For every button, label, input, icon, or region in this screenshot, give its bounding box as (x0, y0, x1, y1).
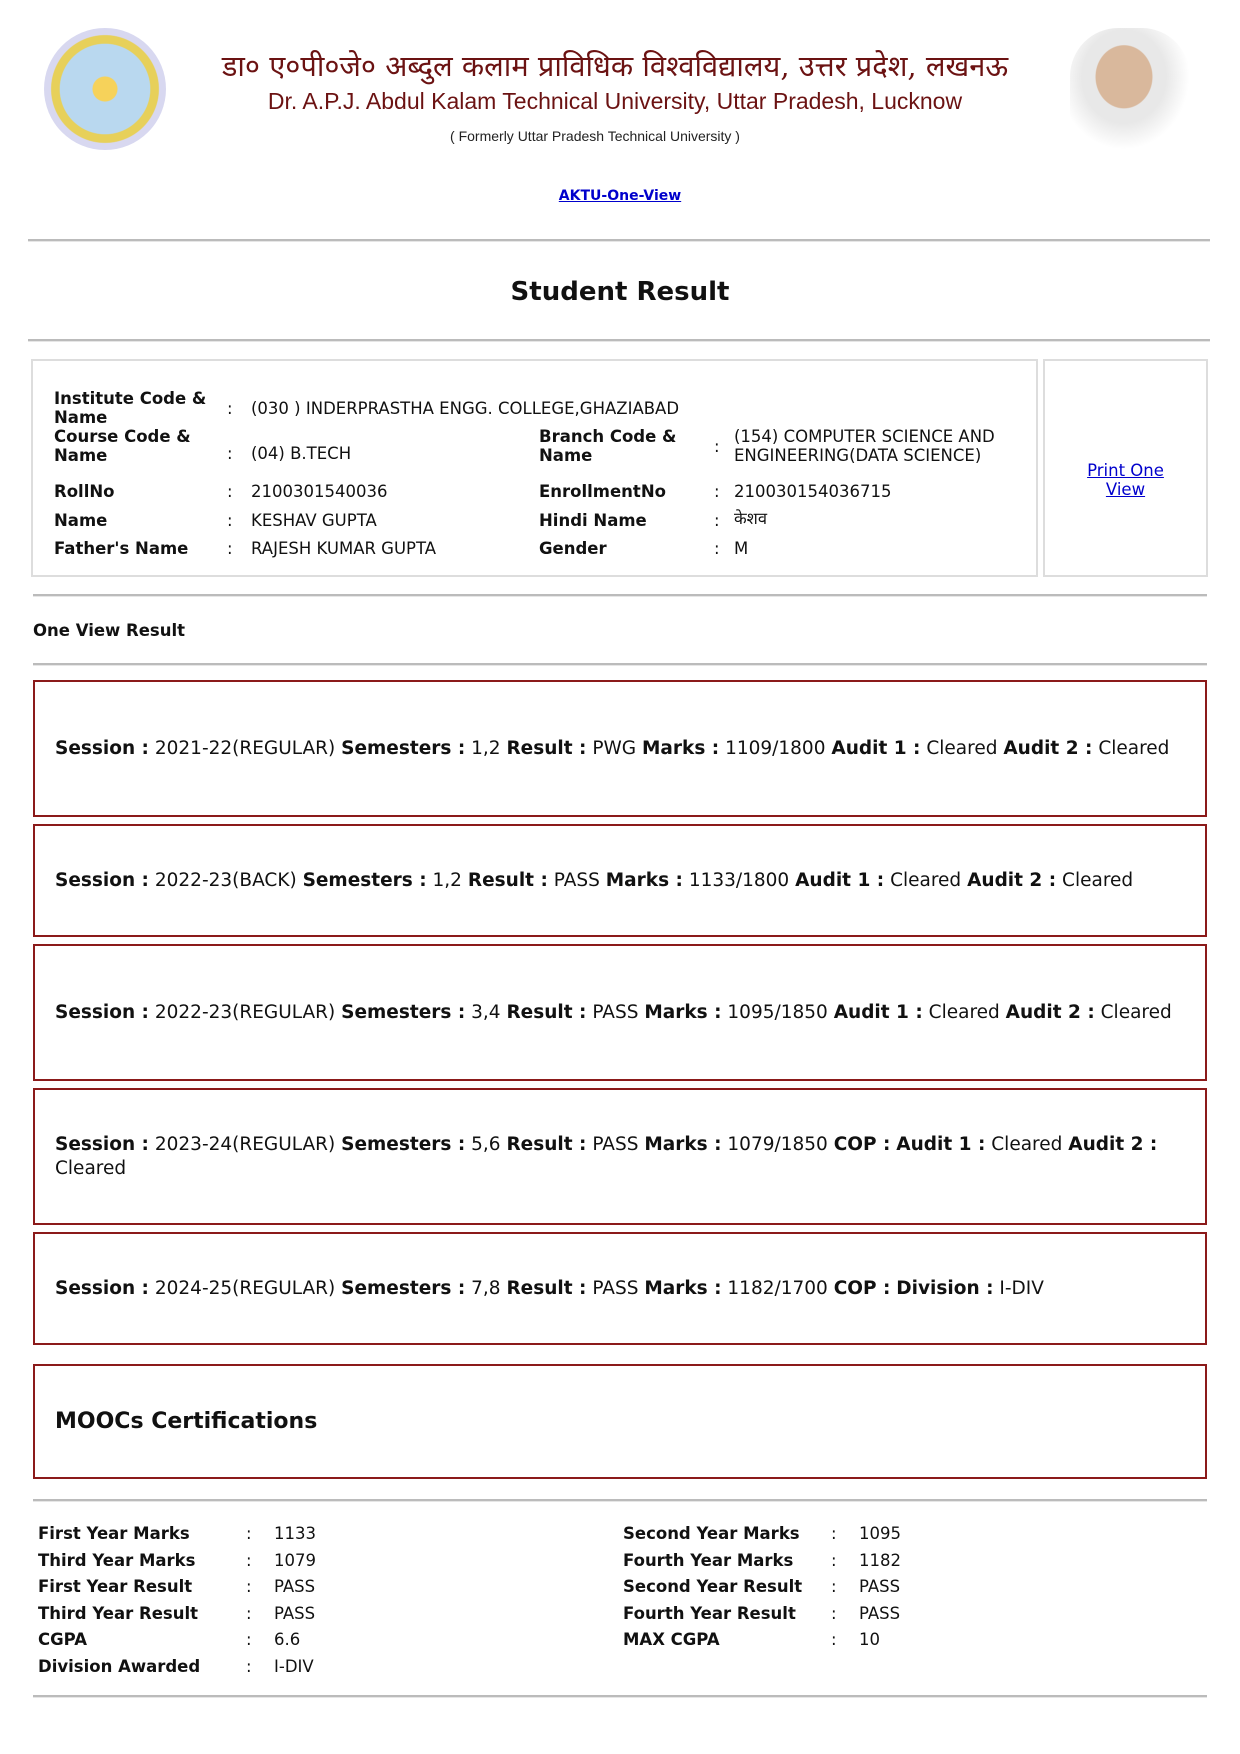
student-info-panel (31, 359, 1038, 577)
semesters-label: Semesters : (341, 737, 466, 759)
colon: : (246, 1656, 252, 1676)
colon: : (831, 1550, 837, 1570)
colon: : (831, 1577, 837, 1596)
moocs-card (33, 1364, 1207, 1479)
division-value: I-DIV (999, 1277, 1044, 1299)
session-value: 2022-23(REGULAR) (154, 1001, 336, 1023)
colon: : (227, 399, 233, 418)
audit1-label: Audit 1 : (831, 737, 921, 759)
father-label: Father's Name (54, 539, 189, 558)
divider (28, 239, 1210, 242)
semesters-label: Semesters : (341, 1277, 466, 1299)
session-card (33, 1232, 1207, 1345)
colon: : (246, 1577, 252, 1596)
summary-value: 1182 (859, 1550, 901, 1570)
branch-value: (154) COMPUTER SCIENCE AND ENGINEERING(DATA SCIENCE) (734, 427, 995, 465)
summary-label: MAX CGPA (623, 1630, 720, 1649)
institute-label: Institute Code & Name (54, 389, 207, 427)
summary-label: Division Awarded (38, 1656, 201, 1676)
colon: : (831, 1603, 837, 1623)
audit1-value: Cleared (991, 1133, 1063, 1155)
summary-label: Fourth Year Result (623, 1603, 796, 1623)
session-label: Session : (55, 1277, 149, 1299)
semesters-value: 3,4 (471, 1001, 501, 1023)
colon: : (246, 1603, 252, 1623)
semesters-label: Semesters : (341, 1133, 466, 1155)
father-value: RAJESH KUMAR GUPTA (251, 539, 437, 558)
summary-label: First Year Result (38, 1577, 193, 1596)
colon: : (227, 539, 233, 558)
result-value: PASS (553, 869, 600, 891)
course-value: (04) B.TECH (251, 444, 352, 463)
semesters-value: 1,2 (432, 869, 462, 891)
audit2-label: Audit 2 : (1003, 737, 1093, 759)
page-title: Student Result (510, 277, 730, 307)
subtitle: ( Formerly Uttar Pradesh Technical University ) (450, 128, 740, 144)
marks-label: Marks : (605, 869, 683, 891)
session-card (33, 944, 1207, 1081)
colon: : (714, 539, 720, 558)
moocs-heading: MOOCs Certifications (55, 1408, 318, 1434)
english-title: Dr. A.P.J. Abdul Kalam Technical University, Uttar Pradesh, Lucknow (267, 88, 963, 114)
audit1-value: Cleared (890, 869, 962, 891)
marks-label: Marks : (644, 1277, 722, 1299)
colon: : (246, 1550, 252, 1570)
session-label: Session : (55, 1001, 149, 1023)
divider (33, 663, 1207, 666)
session-value: 2022-23(BACK) (154, 869, 297, 891)
division-label: Division : (896, 1277, 994, 1299)
summary-value: PASS (859, 1603, 901, 1623)
result-label: Result : (506, 1277, 587, 1299)
hindi-title: डा० ए०पी०जे० अब्दुल कलाम प्राविधिक विश्वविद्यालय, उत्तर प्रदेश, लखनऊ (221, 49, 1009, 83)
audit1-label: Audit 1 : (833, 1001, 923, 1023)
result-label: Result : (467, 869, 548, 891)
colon: : (227, 482, 233, 501)
result-value: PWG (592, 737, 637, 759)
marks-value: 1095/1850 (727, 1001, 828, 1023)
session-card (33, 1088, 1207, 1225)
marks-value: 1133/1800 (688, 869, 790, 891)
roll-label: RollNo (54, 482, 115, 501)
summary-value: 1133 (274, 1524, 316, 1543)
colon: : (831, 1630, 837, 1649)
one-view-heading: One View Result (33, 621, 186, 640)
summary-value: PASS (859, 1577, 901, 1596)
summary-label: Fourth Year Marks (623, 1550, 794, 1570)
course-label: Course Code & Name (54, 427, 191, 465)
print-one-view-link[interactable]: Print One View (1087, 461, 1164, 499)
cop-label: COP : (833, 1277, 891, 1299)
branch-label: Branch Code & Name (539, 427, 677, 465)
colon: : (831, 1524, 837, 1543)
marks-label: Marks : (644, 1001, 722, 1023)
summary-value: PASS (274, 1603, 316, 1623)
audit2-value: Cleared (1062, 869, 1134, 891)
divider (28, 339, 1210, 342)
summary-label: CGPA (38, 1630, 88, 1649)
result-value: PASS (592, 1001, 639, 1023)
divider (33, 1499, 1207, 1502)
summary-value: 10 (859, 1630, 880, 1649)
audit2-label: Audit 2 : (1005, 1001, 1095, 1023)
session-label: Session : (55, 737, 149, 759)
colon: : (246, 1524, 252, 1543)
summary-value: 1095 (859, 1524, 901, 1543)
session-label: Session : (55, 1133, 149, 1155)
colon: : (714, 482, 720, 501)
marks-label: Marks : (644, 1133, 722, 1155)
marks-value: 1079/1850 (727, 1133, 828, 1155)
summary-value: PASS (274, 1577, 316, 1596)
session-card (33, 824, 1207, 937)
audit2-label: Audit 2 : (967, 869, 1057, 891)
summary-label: Third Year Result (38, 1603, 198, 1623)
session-label: Session : (55, 869, 149, 891)
enroll-value: 210030154036715 (734, 482, 892, 501)
summary-label: Second Year Result (623, 1577, 803, 1596)
colon: : (714, 437, 720, 456)
audit2-value: Cleared (55, 1157, 127, 1179)
colon: : (227, 511, 233, 530)
summary-value: 6.6 (274, 1630, 301, 1649)
portrait-image (1070, 28, 1190, 150)
marks-label: Marks : (642, 737, 720, 759)
audit2-value: Cleared (1098, 737, 1170, 759)
enroll-label: EnrollmentNo (539, 482, 666, 501)
audit1-label: Audit 1 : (795, 869, 885, 891)
semesters-label: Semesters : (341, 1001, 466, 1023)
result-value: PASS (592, 1133, 639, 1155)
roll-value: 2100301540036 (251, 482, 388, 501)
result-label: Result : (506, 1133, 587, 1155)
university-logo (44, 28, 166, 150)
audit1-value: Cleared (926, 737, 998, 759)
summary-label: Second Year Marks (623, 1524, 800, 1543)
name-label: Name (54, 511, 108, 530)
semesters-label: Semesters : (302, 869, 427, 891)
semesters-value: 5,6 (471, 1133, 501, 1155)
divider (33, 594, 1207, 597)
institute-value: (030 ) INDERPRASTHA ENGG. COLLEGE,GHAZIABAD (251, 399, 680, 418)
audit2-value: Cleared (1100, 1001, 1172, 1023)
gender-label: Gender (539, 539, 607, 558)
session-value: 2024-25(REGULAR) (154, 1277, 336, 1299)
gender-value: M (734, 539, 749, 558)
colon: : (246, 1630, 252, 1649)
summary-value: I-DIV (274, 1656, 314, 1676)
hindi-name-label: Hindi Name (539, 511, 647, 530)
audit2-label: Audit 2 : (1068, 1133, 1158, 1155)
semesters-value: 1,2 (471, 737, 501, 759)
result-label: Result : (506, 737, 587, 759)
summary-label: First Year Marks (38, 1524, 190, 1543)
aktu-one-view-link[interactable]: AKTU-One-View (558, 188, 682, 204)
colon: : (227, 444, 233, 463)
summary-label: Third Year Marks (38, 1550, 196, 1570)
session-value: 2021-22(REGULAR) (154, 737, 336, 759)
divider (33, 1695, 1207, 1698)
colon: : (714, 511, 720, 530)
hindi-name-value: केशव (734, 509, 768, 528)
result-label: Result : (506, 1001, 587, 1023)
session-card (33, 680, 1207, 817)
audit1-value: Cleared (928, 1001, 1000, 1023)
semesters-value: 7,8 (471, 1277, 501, 1299)
session-value: 2023-24(REGULAR) (154, 1133, 336, 1155)
audit1-label: Audit 1 : (896, 1133, 986, 1155)
result-value: PASS (592, 1277, 639, 1299)
marks-value: 1182/1700 (727, 1277, 828, 1299)
name-value: KESHAV GUPTA (251, 511, 377, 530)
summary-value: 1079 (274, 1550, 316, 1570)
cop-label: COP : (833, 1133, 891, 1155)
marks-value: 1109/1800 (725, 737, 826, 759)
